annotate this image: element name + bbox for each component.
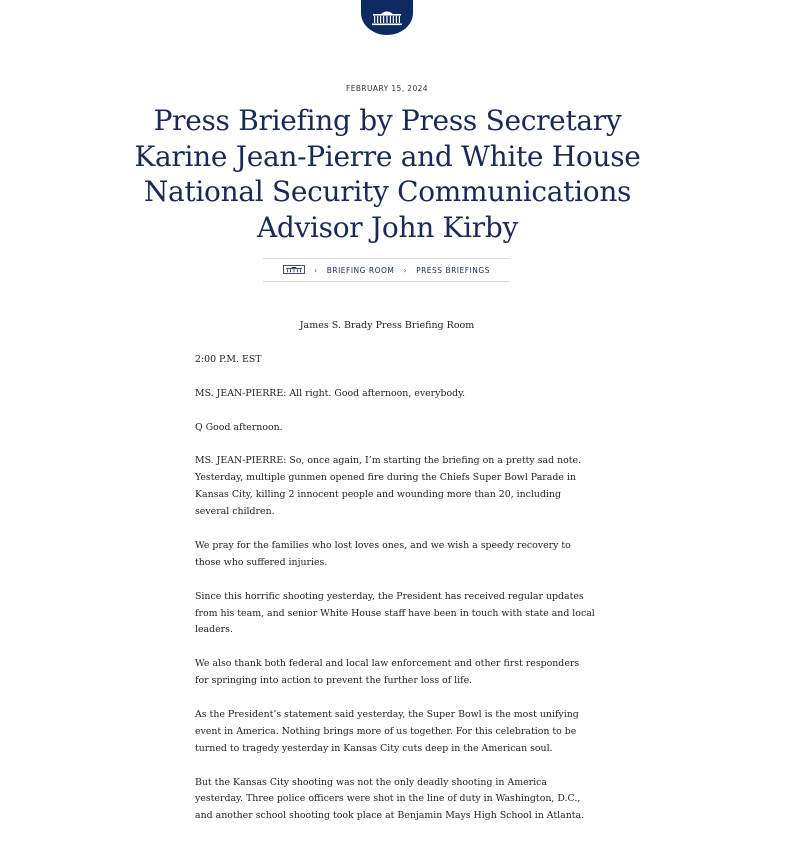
breadcrumb-press-briefings[interactable]: PRESS BRIEFINGS bbox=[416, 265, 490, 275]
briefing-location: James S. Brady Press Briefing Room bbox=[299, 320, 475, 331]
chevron-right-icon: › bbox=[314, 265, 318, 275]
breadcrumb-briefing-room[interactable]: BRIEFING ROOM bbox=[326, 265, 395, 275]
paragraph: As the President’s statement said yesterday, the Super Bowl is the most unifying event in America. Nothing brings more of us together. For this celebration to be turned to tragedy yesterday in Kansas City cuts deep in the American soul. bbox=[195, 708, 579, 754]
breadcrumb bbox=[263, 258, 510, 282]
paragraph: Since this horrific shooting yesterday, the President has received regular updates from his team, and senior White House staff have been in touch with state and local leaders. bbox=[195, 590, 595, 636]
paragraph: We also thank both federal and local law enforcement and other first responders for springing into action to prevent the further loss of life. bbox=[195, 658, 580, 687]
page-title: Press Briefing by Press Secretary Karine Jean-Pierre and White House National Security Communications Advisor John Kirby bbox=[134, 104, 641, 244]
home-breadcrumb[interactable] bbox=[283, 265, 305, 276]
article-body bbox=[195, 352, 595, 842]
paragraph-time: 2:00 P.M. EST bbox=[195, 354, 262, 365]
article-date: FEBRUARY 15, 2024 bbox=[346, 84, 428, 93]
paragraph: MS. JEAN-PIERRE: All right. Good afternoon, everybody. bbox=[195, 387, 466, 399]
paragraph: Q Good afternoon. bbox=[195, 421, 283, 433]
white-house-icon bbox=[283, 265, 305, 274]
white-house-icon bbox=[370, 8, 404, 28]
paragraph: We pray for the families who lost loves ones, and we wish a speedy recovery to those who suffered injuries. bbox=[195, 539, 571, 568]
chevron-right-icon: › bbox=[403, 265, 408, 275]
paragraph: But the Kansas City shooting was not the only deadly shooting in America yesterday. Three police officers were shot in the line of duty in Washington, D.C., and another school shooting took place at Benjamin Mays High School in Atlanta. bbox=[195, 776, 585, 822]
white-house-logo[interactable] bbox=[361, 0, 413, 35]
paragraph: MS. JEAN-PIERRE: So, once again, I’m starting the briefing on a pretty sad note. Yesterday, multiple gunmen opened fire during the Chiefs Super Bowl Parade in Kansas City, killing 2 innocent people and wounding more than 20, including several children. bbox=[195, 455, 582, 518]
